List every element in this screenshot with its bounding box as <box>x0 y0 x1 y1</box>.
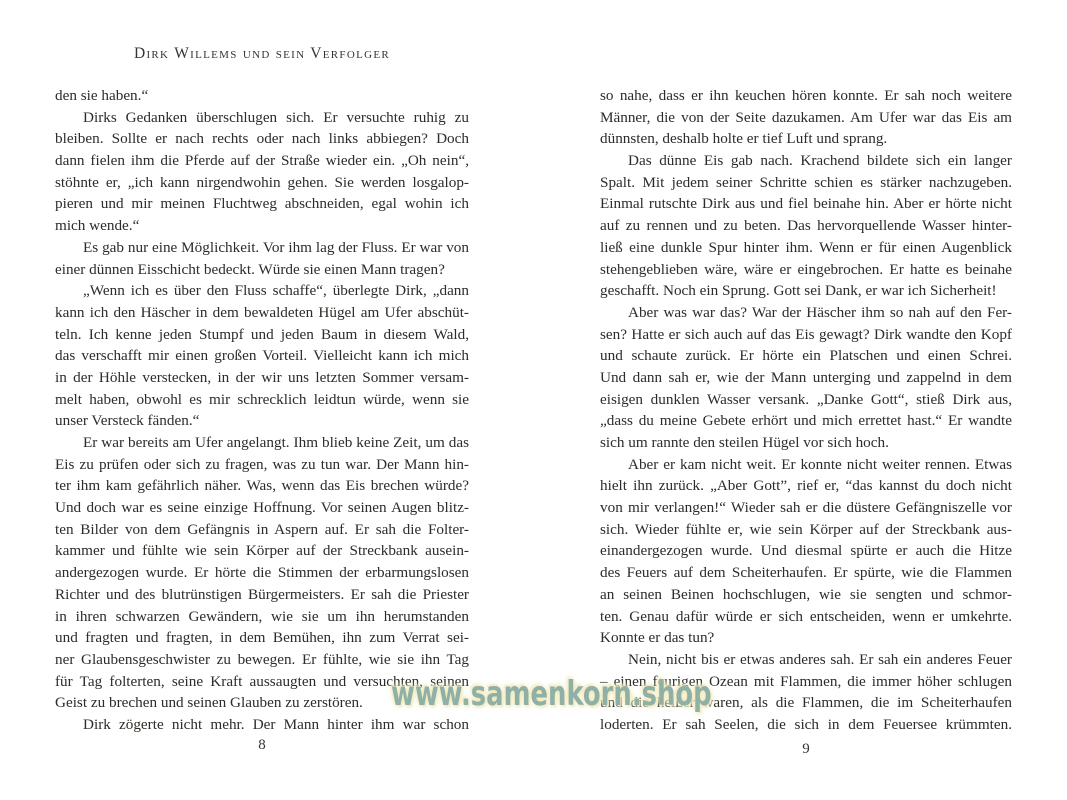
text-line: so nahe, dass er ihn keuchen hören konnte. Er sah noch weitere <box>600 87 1012 104</box>
text-line: „Wenn ich es über den Fluss schaffe“, überlegte Dirk, „dann <box>83 282 469 300</box>
text-line: in ihren schwarzen Gewändern, wie sie um ihn herumstanden <box>55 607 469 625</box>
text-line: sich. Wieder fühlte er, wie sein Körper auf der Streckbank aus- <box>600 520 1012 538</box>
text-line: Einmal rutschte Dirk aus und fiel beinahe hin. Aber er hörte nicht <box>600 195 1012 213</box>
text-line: unser Versteck fänden.“ <box>55 412 200 430</box>
text-line: Dirks Gedanken überschlugen sich. Er versuchte ruhig zu <box>83 108 469 126</box>
text-line: und fragten und fragten, in dem Bemühen, ihn zum Verrat sei- <box>55 629 469 647</box>
text-line: Aber was war das? War der Häscher ihm so nah auf den Fer- <box>628 303 1012 321</box>
text-line: ten. Genau dafür würde er sich entscheiden, wenn er umkehrte. <box>600 607 1012 625</box>
text-line: Und dann sah er, wie der Mann unterging und zappelnd in dem <box>600 368 1012 386</box>
text-line: dann fielen ihm die Pferde auf der Straße wieder ein. „Oh nein“, <box>55 152 469 170</box>
text-line: Dirk zögerte nicht mehr. Der Mann hinter ihm war schon <box>83 715 469 733</box>
text-line: einer dünnen Eisschicht bedeckt. Würde sie einen Mann tragen? <box>55 260 445 278</box>
text-line: stehengeblieben wäre, wäre er eingebrochen. Er hatte es beinahe <box>600 260 1012 278</box>
text-line: Männer, die von der Seite dazukamen. Am Ufer war das Eis am <box>600 108 1012 126</box>
text-line: Richter und des blutrünstigen Bürgermeisters. Er sah die Priester <box>55 585 469 603</box>
text-line: ner Glaubensgeschwister zu bewegen. Er fühlte, wie sie ihn Tag <box>55 650 469 668</box>
text-line: und schaute zurück. Er hörte ein Platschen und einen Schrei. <box>600 347 1012 365</box>
text-line: andergezogen wurde. Er hörte die Stimmen der erbarmungslosen <box>55 564 469 582</box>
watermark: www.samenkorn.shop <box>391 674 712 714</box>
text-line: Geist zu brechen und seinen Glauben zu zerstören. <box>55 694 363 712</box>
text-line: für Tag folterten, seine Kraft aussaugten und versuchten, seinen <box>55 672 469 690</box>
text-line: des Feuers auf dem Scheiterhaufen. Er spürte, wie die Flammen <box>600 564 1012 582</box>
text-line: Nein, nicht bis er etwas anderes sah. Er sah ein anderes Feuer <box>628 650 1012 668</box>
text-line: melt haben, obwohl es mir schrecklich leidtun würde, wenn sie <box>55 390 469 408</box>
text-line: stöhnte er, „ich kann nirgendwohin gehen. Sie werden losgalop- <box>55 173 469 191</box>
text-line: sich um rannte den steilen Hügel vor sich hoch. <box>600 434 889 451</box>
text-line: auf zu rennen und zu beten. Das hervorquellende Wasser hinter- <box>600 217 1012 235</box>
text-line: einandergezogen wurde. Und diesmal spürte er auch die Hitze <box>600 542 1012 560</box>
text-line: Konnte er das tun? <box>600 629 715 647</box>
text-line: sen? Hatte er sich auch auf das Eis gewagt? Dirk wandte den Kopf <box>600 325 1012 343</box>
text-line: pieren und mir meinen Fluchtweg abschneiden, egal wohin ich <box>55 195 469 213</box>
text-line: Es gab nur eine Möglichkeit. Vor ihm lag der Fluss. Er war von <box>83 238 469 256</box>
page-body-right <box>600 85 1012 736</box>
text-line: Aber er kam nicht weit. Er konnte nicht weiter rennen. Etwas <box>628 455 1012 473</box>
text-line: Das dünne Eis gab nach. Krachend bildete sich ein langer <box>628 152 1012 170</box>
text-line: an seinen Beinen hochschlugen, wie sie sengten und schmor- <box>600 585 1012 603</box>
text-line: hielt ihn zurück. „Aber Gott”, rief er, “das kannst du doch nicht <box>600 477 1012 495</box>
text-line: und die heißer waren, als die Flammen, die im Scheiterhaufen <box>600 694 1012 712</box>
text-line: Eis zu prüfen oder sich zu fragen, was zu tun war. Der Mann hin- <box>55 455 469 473</box>
text-line: Spalt. Mit jedem seiner Schritte schien es stärker nachzugeben. <box>600 173 1012 191</box>
text-line: in der Höhle verstecken, in der wir uns letzten Sommer versam- <box>55 368 469 386</box>
text-line: – einen feurigen Ozean mit Flammen, die immer höher schlugen <box>600 672 1012 690</box>
text-line: von mir verlangen!“ Wieder sah er die düstere Gefängniszelle vor <box>600 499 1012 517</box>
page-number-right: 9 <box>802 741 810 757</box>
text-line: kammer und fühlte wie sein Körper auf der Streckbank ausein- <box>55 542 469 560</box>
text-line: dünnsten, deshalb holte er tief Luft und sprang. <box>600 130 888 148</box>
text-line: ten Bilder von dem Gefängnis in Aspern auf. Er sah die Folter- <box>55 520 469 538</box>
text-line: ließ eine dunkle Spur hinter ihm. Wenn er für einen Augenblick <box>600 238 1012 256</box>
text-line: Er war bereits am Ufer angelangt. Ihm blieb keine Zeit, um das <box>83 434 469 451</box>
text-line: kann ich den Häscher in dem bewaldeten Hügel am Ufer abschüt- <box>55 303 469 321</box>
text-line: Und doch war es seine einzige Hoffnung. Vor seinen Augen blitz- <box>55 499 469 517</box>
chapter-header: Dirk Willems und sein Verfolger <box>133 45 391 62</box>
text-line: teln. Ich kenne jeden Stumpf und jeden Baum in diesem Wald, <box>55 325 469 343</box>
text-line: loderten. Er sah Seelen, die sich in dem Feuersee krümmten. <box>600 715 1012 733</box>
text-line: das verschafft mir einen großen Vorteil. Vielleicht kann ich mich <box>55 347 469 365</box>
text-line: bleiben. Sollte er nach rechts oder nach links abbiegen? Doch <box>55 130 469 148</box>
page-body-left <box>55 85 469 736</box>
text-line: eisigen dunklen Wasser versank. „Danke Gott“, stieß Dirk aus, <box>600 390 1012 408</box>
page-number-left: 8 <box>258 737 266 753</box>
text-line: mich wende.“ <box>55 217 140 235</box>
text-line: geschafft. Noch ein Sprung. Gott sei Dank, er war ich Sicherheit! <box>600 282 997 300</box>
text-line: „dass du meine Gebete erhört und mich errettet hast.“ Er wandte <box>600 412 1012 430</box>
text-line: den sie haben.“ <box>55 87 149 104</box>
text-line: ter ihm kam gefährlich näher. Was, wenn das Eis brechen würde? <box>55 477 469 495</box>
